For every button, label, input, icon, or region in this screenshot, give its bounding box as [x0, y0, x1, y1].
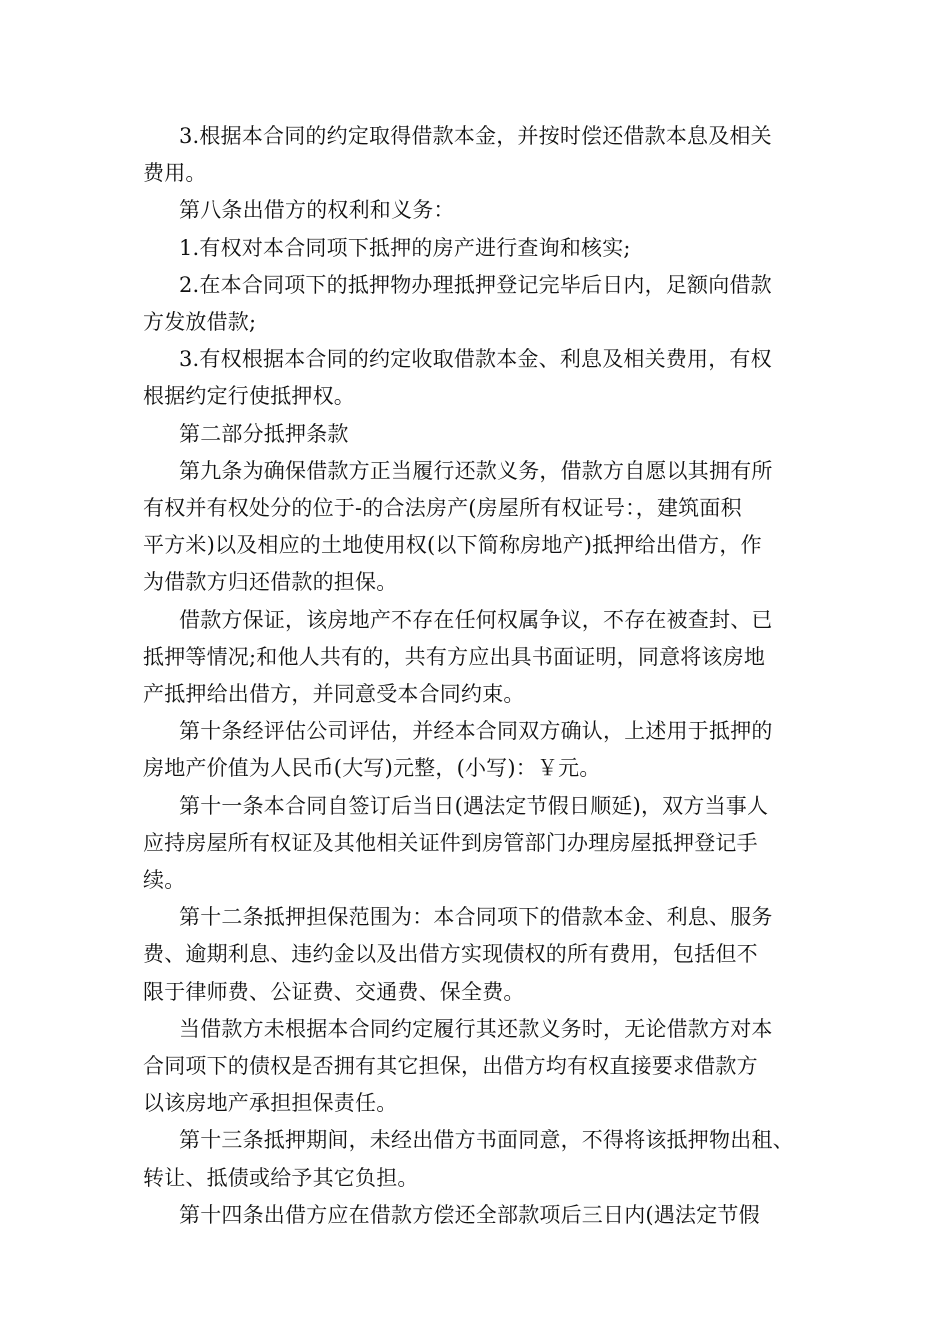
text-line: 1.有权对本合同项下抵押的房产进行查询和核实; — [179, 235, 631, 260]
text-line: 2.在本合同项下的抵押物办理抵押登记完毕后日内，足额向借款 — [179, 272, 772, 297]
text-line: 方发放借款; — [143, 310, 257, 335]
paragraph — [143, 713, 813, 787]
text-line: 第十二条抵押担保范围为：本合同项下的借款本金、利息、服务 — [179, 905, 773, 930]
paragraph — [143, 267, 813, 341]
text-line: 转让、抵债或给予其它负担。 — [143, 1165, 419, 1190]
text-line: 产抵押给出借方，并同意受本合同约束。 — [143, 682, 525, 707]
paragraph — [143, 453, 813, 602]
text-line: 借款方保证，该房地产不存在任何权属争议，不存在被查封、已 — [179, 607, 773, 632]
text-line: 费、逾期利息、违约金以及出借方实现债权的所有费用，包括但不 — [143, 942, 758, 967]
text-line: 第十一条本合同自签订后当日(遇法定节假日顺延)，双方当事人 — [179, 793, 769, 818]
text-line: 第十条经评估公司评估，并经本合同双方确认，上述用于抵押的 — [179, 719, 773, 744]
text-line: 合同项下的债权是否拥有其它担保，出借方均有权直接要求借款方 — [143, 1054, 758, 1079]
section-heading — [143, 416, 813, 453]
paragraph — [143, 602, 813, 714]
text-line: 第十三条抵押期间，未经出借方书面同意，不得将该抵押物出租、 — [179, 1128, 794, 1153]
paragraph — [143, 1011, 813, 1123]
paragraph — [143, 899, 813, 1011]
text-line: 费用。 — [143, 161, 207, 186]
text-line: 第十四条出借方应在借款方偿还全部款项后三日内(遇法定节假 — [179, 1202, 760, 1227]
text-line: 为借款方归还借款的担保。 — [143, 570, 398, 595]
text-line: 平方米)以及相应的土地使用权(以下简称房地产)抵押给出借方，作 — [143, 533, 762, 558]
text-line: 根据约定行使抵押权。 — [143, 384, 355, 409]
paragraph — [143, 788, 813, 900]
paragraph — [143, 1197, 813, 1234]
paragraph — [143, 1122, 813, 1196]
text-line: 3.有权根据本合同的约定收取借款本金、利息及相关费用，有权 — [179, 347, 772, 372]
text-line: 第八条出借方的权利和义务： — [179, 198, 455, 223]
text-line: 以该房地产承担担保责任。 — [143, 1091, 398, 1116]
paragraph — [143, 118, 813, 192]
paragraph — [143, 230, 813, 267]
text-line: 当借款方未根据本合同约定履行其还款义务时，无论借款方对本 — [179, 1016, 773, 1041]
section-heading — [143, 192, 813, 229]
text-line: 3.根据本合同的约定取得借款本金，并按时偿还借款本息及相关 — [179, 124, 772, 148]
text-line: 第九条为确保借款方正当履行还款义务，借款方自愿以其拥有所 — [179, 458, 773, 483]
text-line: 应持房屋所有权证及其他相关证件到房管部门办理房屋抵押登记手 — [143, 830, 758, 855]
document-body — [143, 118, 813, 1234]
text-line: 限于律师费、公证费、交通费、保全费。 — [143, 979, 525, 1004]
paragraph — [143, 341, 813, 415]
text-line: 有权并有权处分的位于-的合法房产(房屋所有权证号：，建筑面积 — [143, 496, 742, 521]
text-line: 续。 — [143, 868, 186, 893]
text-line: 抵押等情况;和他人共有的，共有方应出具书面证明，同意将该房地 — [143, 644, 766, 669]
text-line: 第二部分抵押条款 — [179, 421, 349, 446]
text-line: 房地产价值为人民币(大写)元整，(小写)：￥元。 — [143, 756, 601, 781]
